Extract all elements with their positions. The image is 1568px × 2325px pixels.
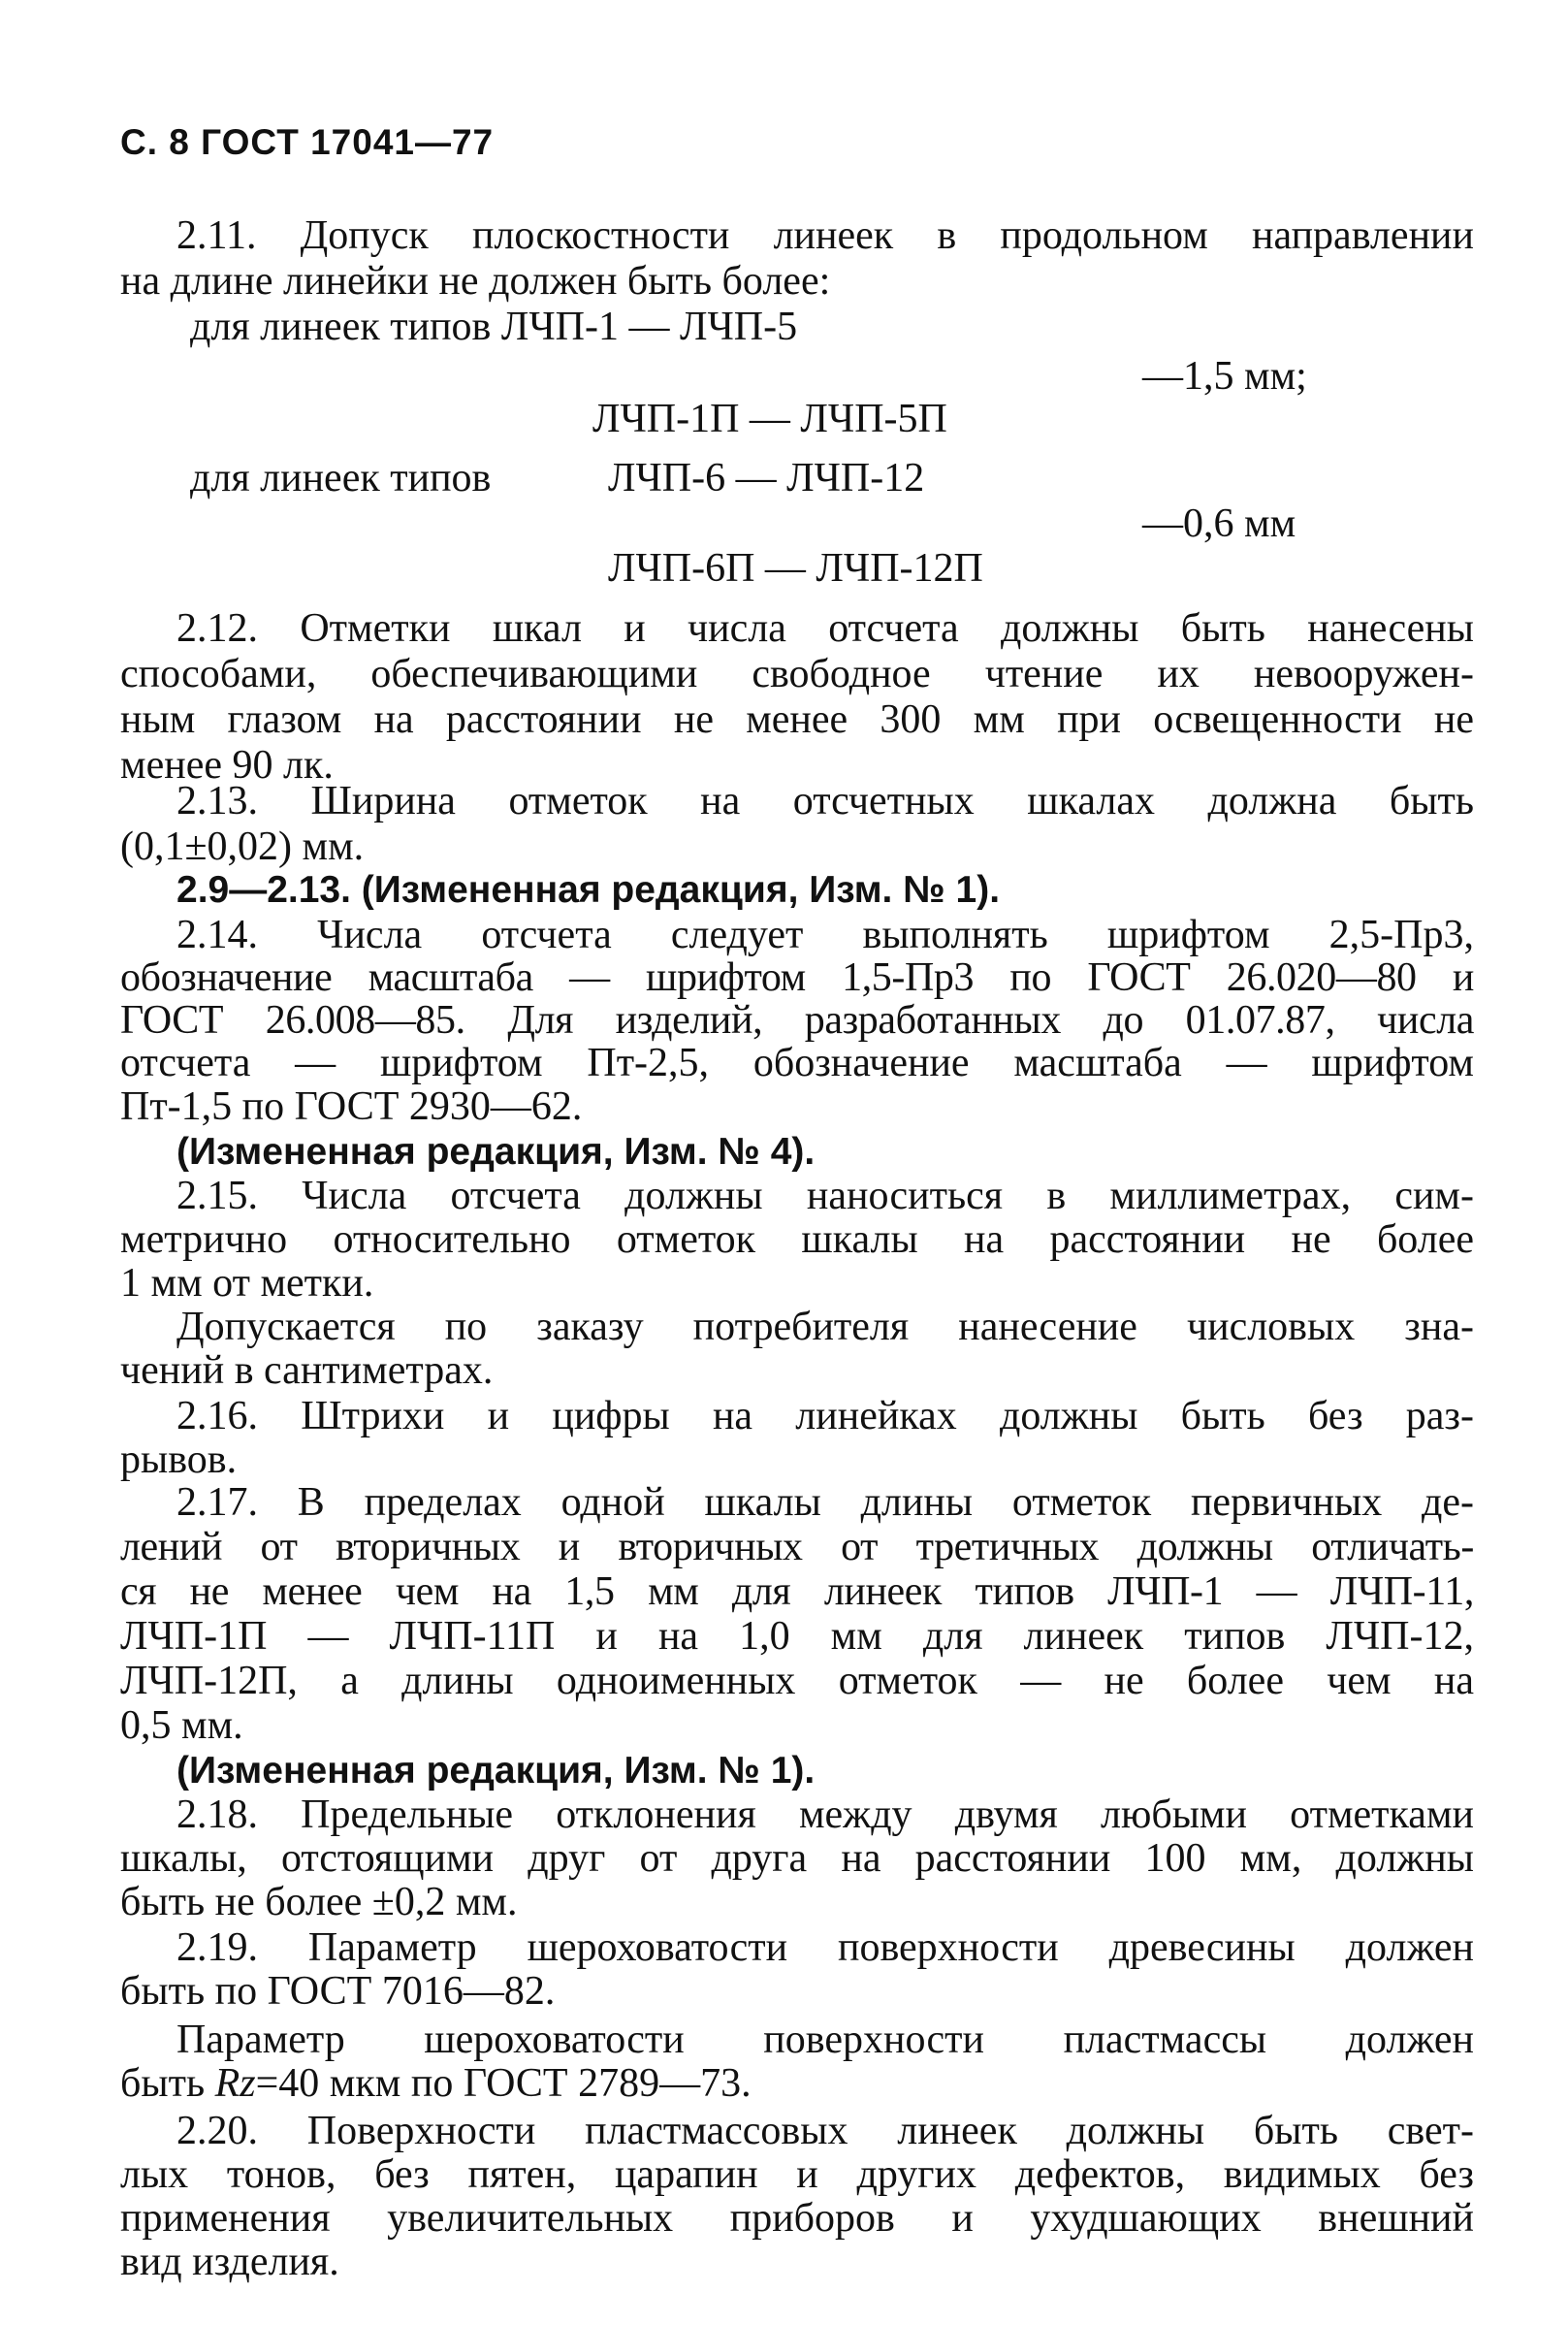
- clause-2-19-line-2: быть по ГОСТ 7016—82.: [120, 1969, 556, 2014]
- clause-2-11-line-4: для линеек типов: [190, 456, 492, 501]
- clause-2-14-line-2: обозначение масштаба — шрифтом 1,5-Пр3 по ГОСТ 26.020—80 и: [120, 955, 1474, 1000]
- clause-2-17-line-2: лений от вторичных и вторичных от третичных должны отличать-: [120, 1525, 1474, 1569]
- clause-2-14-line-3: ГОСТ 26.008—85. Для изделий, разработанных до 01.07.87, числа: [120, 998, 1474, 1043]
- clause-2-14-line-1: 2.14. Числа отсчета следует выполнять шрифтом 2,5-Пр3,: [176, 913, 1474, 957]
- ruler-types-1: ЛЧП-1П — ЛЧП-5П: [592, 397, 947, 441]
- clause-2-14-line-5: Пт-1,5 по ГОСТ 2930—62.: [120, 1084, 583, 1129]
- revision-note-2: (Измененная редакция, Изм. № 4).: [176, 1131, 816, 1173]
- clause-2-15-line-1: 2.15. Числа отсчета должны наноситься в миллиметрах, сим-: [176, 1174, 1474, 1218]
- clause-2-20-line-4: вид изделия.: [120, 2240, 339, 2284]
- clause-2-16-line-1: 2.16. Штрихи и цифры на линейках должны быть без раз-: [176, 1394, 1474, 1438]
- ruler-types-3: ЛЧП-6П — ЛЧП-12П: [608, 546, 983, 591]
- clause-2-18-line-2: шкалы, отстоящими друг от друга на расстоянии 100 мм, должны: [120, 1836, 1474, 1881]
- clause-2-12-line-2: способами, обеспечивающими свободное чтение их невооружен-: [120, 652, 1474, 696]
- clause-2-13-line-1: 2.13. Ширина отметок на отсчетных шкалах должна быть: [176, 779, 1474, 823]
- clause-2-17-line-1: 2.17. В пределах одной шкалы длины отметок первичных де-: [176, 1480, 1474, 1525]
- clause-2-11-line-2: на длине линейки не должен быть более:: [120, 259, 831, 304]
- clause-2-17-line-4: ЛЧП-1П — ЛЧП-11П и на 1,0 мм для линеек типов ЛЧП-12,: [120, 1614, 1474, 1659]
- clause-2-17-line-6: 0,5 мм.: [120, 1703, 243, 1748]
- clause-2-15-para-2-line-1: Допускается по заказу потребителя нанесение числовых зна-: [176, 1305, 1474, 1349]
- clause-2-19-para-2-line-2: [120, 2061, 1474, 2107]
- clause-2-15-line-3: 1 мм от метки.: [120, 1261, 374, 1306]
- clause-2-18-line-3: быть не более ±0,2 мм.: [120, 1880, 518, 1924]
- revision-note-3: (Измененная редакция, Изм. № 1).: [176, 1750, 816, 1792]
- clause-2-17-line-5: ЛЧП-12П, а длины одноименных отметок — не более чем на: [120, 1659, 1474, 1703]
- clause-2-20-line-2: лых тонов, без пятен, царапин и других дефектов, видимых без: [120, 2152, 1474, 2197]
- clause-2-19-para-2-line-1: Параметр шероховатости поверхности пластмассы должен: [176, 2018, 1474, 2062]
- roughness-symbol: Rz: [214, 2061, 256, 2106]
- clause-2-20-line-3: применения увеличительных приборов и ухудшающих внешний: [120, 2196, 1474, 2241]
- clause-2-19-line-1: 2.19. Параметр шероховатости поверхности древесины должен: [176, 1925, 1474, 1970]
- text-segment: =40 мкм по ГОСТ 2789—73.: [255, 2061, 752, 2106]
- text-segment: быть: [120, 2061, 215, 2106]
- clause-2-14-line-4: отсчета — шрифтом Пт-2,5, обозначение масштаба — шрифтом: [120, 1041, 1474, 1085]
- tolerance-value-1: —1,5 мм;: [1142, 354, 1307, 399]
- clause-2-12-line-4: менее 90 лк.: [120, 743, 334, 788]
- clause-2-16-line-2: рывов.: [120, 1437, 238, 1482]
- revision-note-1: 2.9—2.13. (Измененная редакция, Изм. № 1).: [176, 869, 1001, 911]
- clause-2-12-line-3: ным глазом на расстоянии не менее 300 мм при освещенности не: [120, 697, 1474, 742]
- clause-2-11-line-1: 2.11. Допуск плоскостности линеек в продольном направлении: [176, 213, 1474, 258]
- clause-2-18-line-1: 2.18. Предельные отклонения между двумя любыми отметками: [176, 1792, 1474, 1837]
- clause-2-11-line-3: для линеек типов ЛЧП-1 — ЛЧП-5: [190, 305, 798, 349]
- clause-2-20-line-1: 2.20. Поверхности пластмассовых линеек должны быть свет-: [176, 2109, 1474, 2153]
- clause-2-15-para-2-line-2: чений в сантиметрах.: [120, 1348, 494, 1393]
- clause-2-17-line-3: ся не менее чем на 1,5 мм для линеек типов ЛЧП-1 — ЛЧП-11,: [120, 1569, 1474, 1614]
- tolerance-value-2: —0,6 мм: [1142, 501, 1296, 546]
- ruler-types-2: ЛЧП-6 — ЛЧП-12: [608, 456, 925, 501]
- clause-2-15-line-2: метрично относительно отметок шкалы на расстоянии не более: [120, 1217, 1474, 1262]
- clause-2-13-line-2: (0,1±0,02) мм.: [120, 824, 365, 869]
- clause-2-12-line-1: 2.12. Отметки шкал и числа отсчета должны быть нанесены: [176, 606, 1474, 651]
- page-header: С. 8 ГОСТ 17041—77: [120, 122, 495, 162]
